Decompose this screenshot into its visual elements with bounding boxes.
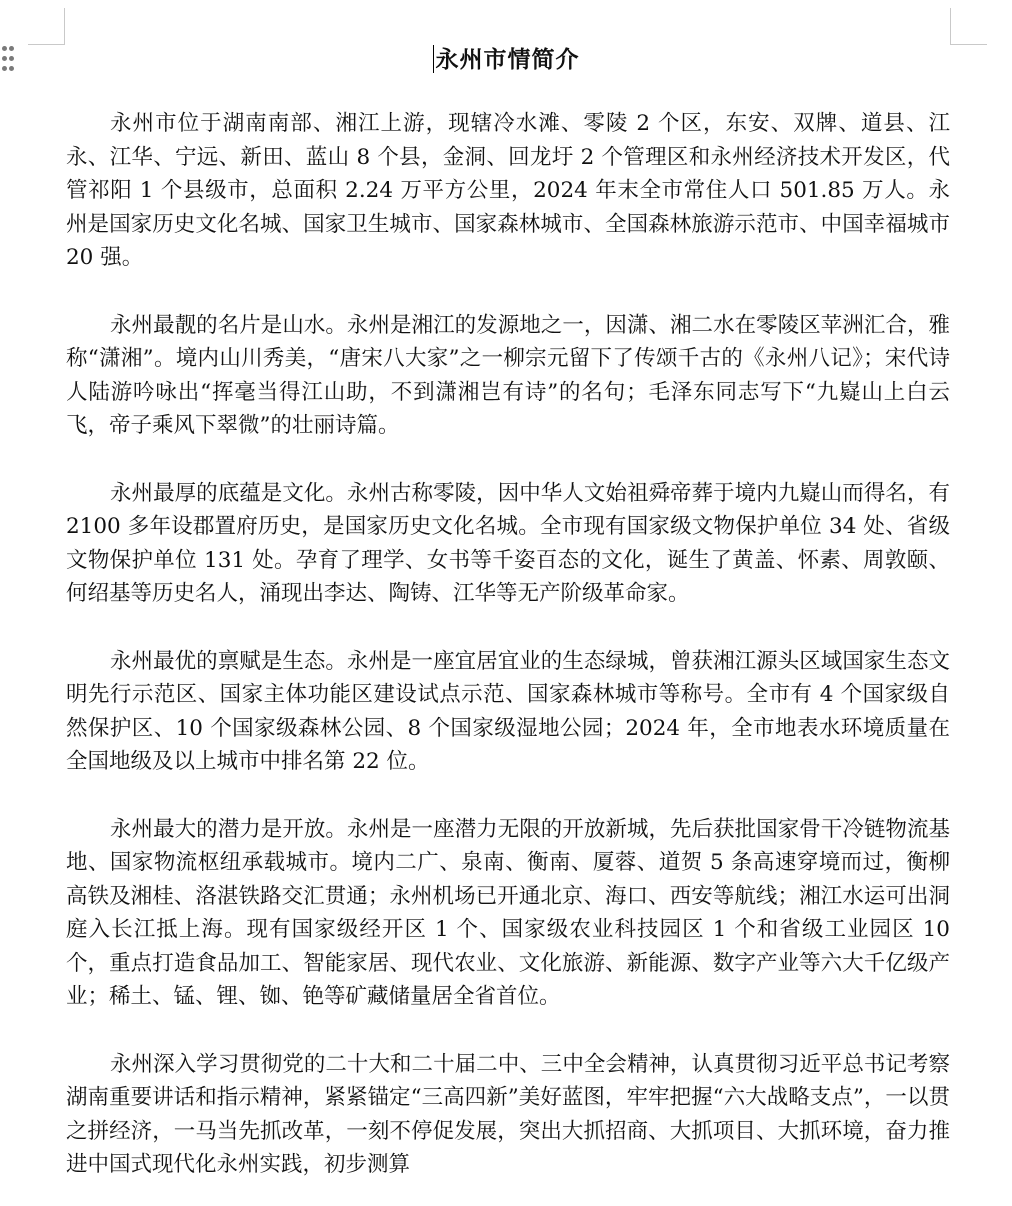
page-title: 永州市情简介 xyxy=(435,46,580,73)
paragraph-openness: 永州最大的潜力是开放。永州是一座潜力无限的开放新城，先后获批国家骨干冷链物流基地、国家物流枢纽承载城市。境内二广、泉南、衡南、厦蓉、道贺 5 条高速穿境而过，衡柳高铁及湘桂、洛湛铁路交汇贯通；永州机场已开通北京、海口、西安等航线；湘江水运可出洞庭入长江抵上海。现有国家级经开区 1 个、国家级农业科技园区 1 个和省级工业园区 10 个，重点打造食品加工、智能家居、现代农业、文化旅游、新能源、数字产业等六大千亿级产业；稀土、锰、锂、铷、铯等矿藏储量居全省首位。 xyxy=(66,816,950,1009)
paragraph-ecology: 永州最优的禀赋是生态。永州是一座宜居宜业的生态绿城，曾获湘江源头区域国家生态文明先行示范区、国家主体功能区建设试点示范、国家森林城市等称号。全市有 4 个国家级自然保护区、10 个国家级森林公园、8 个国家级湿地公园；2024 年，全市地表水环境质量在全国地级及以上城市中排名第 22 位。 xyxy=(66,648,950,774)
paragraph-development: 永州深入学习贯彻党的二十大和二十届二中、三中全会精神，认真贯彻习近平总书记考察湖南重要讲话和指示精神，紧紧锚定“三高四新”美好蓝图，牢牢把握“六大战略支点”，一以贯之拼经济，一马当先抓改革，一刻不停促发展，突出大抓招商、大抓项目、大抓环境，奋力推进中国式现代化永州实践，初步测算 xyxy=(66,1051,950,1177)
paragraph-culture: 永州最厚的底蕴是文化。永州古称零陵，因中华人文始祖舜帝葬于境内九嶷山而得名，有 2100 多年设郡置府历史，是国家历史文化名城。全市现有国家级文物保护单位 34 处、省级文物保护单位 131 处。孕育了理学、女书等千姿百态的文化，诞生了黄盖、怀素、周敦颐、何绍基等历史名人，涌现出李达、陶铸、江华等无产阶级革命家。 xyxy=(66,480,950,606)
document-title-line[interactable] xyxy=(0,40,1012,80)
text-cursor xyxy=(433,45,434,73)
paragraph-landscape: 永州最靓的名片是山水。永州是湘江的发源地之一，因潇、湘二水在零陵区苹洲汇合，雅称“潇湘”。境内山川秀美，“唐宋八大家”之一柳宗元留下了传颂千古的《永州八记》；宋代诗人陆游吟咏出“挥毫当得江山助，不到潇湘岂有诗”的名句；毛泽东同志写下“九嶷山上白云飞，帝子乘风下翠微”的壮丽诗篇。 xyxy=(66,312,950,438)
paragraph-overview: 永州市位于湖南南部、湘江上游，现辖冷水滩、零陵 2 个区，东安、双牌、道县、江永、江华、宁远、新田、蓝山 8 个县，金洞、回龙圩 2 个管理区和永州经济技术开发区，代管祁阳 1 个县级市，总面积 2.24 万平方公里，2024 年末全市常住人口 501.85 万人。永州是国家历史文化名城、国家卫生城市、国家森林城市、全国森林旅游示范市、中国幸福城市 20 强。 xyxy=(66,111,950,270)
document-body[interactable] xyxy=(66,107,950,1206)
